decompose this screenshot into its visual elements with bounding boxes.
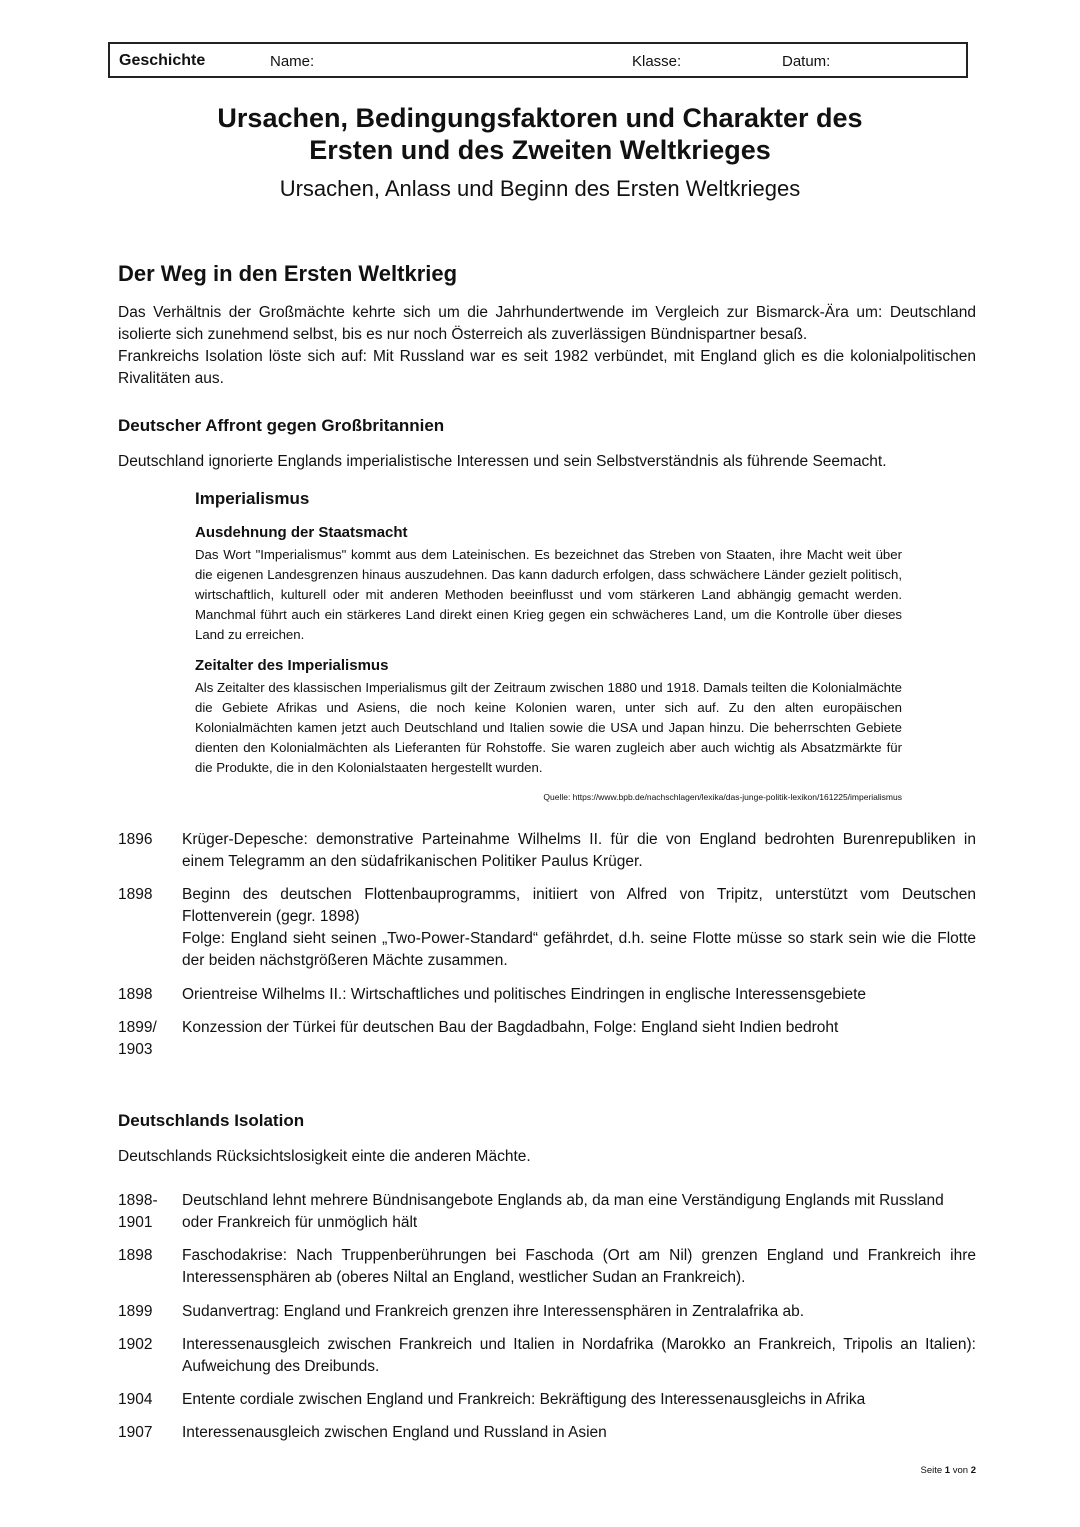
timeline-text: Konzession der Türkei für deutschen Bau der Bagdadbahn, Folge: England sieht Indien bedroht: [182, 1019, 839, 1036]
timeline-text-group: [182, 884, 976, 972]
timeline-item: [118, 1422, 976, 1444]
timeline-text: Sudanvertrag: England und Frankreich grenzen ihre Interessensphären in Zentralafrika ab.: [182, 1303, 805, 1320]
timeline-year: 1907: [118, 1424, 153, 1441]
timeline-item: [118, 1017, 976, 1061]
timeline-item: [118, 1190, 976, 1234]
timeline-text: Krüger-Depesche: demonstrative Parteinahme Wilhelms II. für die von England bedrohten Burenrepubliken in einem Telegramm an den südafrikanischen Politiker Paulus Krüger.: [182, 831, 976, 870]
page-number-prefix: Seite: [920, 1465, 943, 1476]
timeline-year: 1904: [118, 1391, 153, 1408]
infobox-text-zeitalter: Als Zeitalter des klassischen Imperialismus gilt der Zeitraum zwischen 1880 und 1918. Damals teilten die Kolonialmächte die Gebiete Afrikas und Asiens, die noch keine Kolonien waren, unter sich auf. Zu den alten europäischen Kolonialmächten kamen jetzt auch Deutschland und Italien sowie die USA und Japan hinzu. Die beherrschten Gebiete dienten den Kolonialmächten als Lieferanten für Rohstoffe. Sie waren zugleich aber auch wichtig als Absatzmärkte für die Produkte, die in den Kolonialstaaten hergestellt wurden.: [195, 680, 902, 775]
worksheet-header: [108, 42, 968, 78]
timeline-item: [118, 984, 976, 1006]
timeline-text: Beginn des deutschen Flottenbauprogramms, initiiert von Alfred von Tripitz, unterstützt vom Deutschen Flottenverein (gegr. 1898): [182, 886, 976, 925]
timeline-year: 1898: [118, 986, 153, 1003]
subject-label: Geschichte: [119, 52, 206, 69]
page-title-line2: Ersten und des Zweiten Weltkrieges: [309, 135, 771, 165]
timeline-year: 1899: [118, 1303, 153, 1320]
timeline-text: Interessenausgleich zwischen Frankreich und Italien in Nordafrika (Marokko an Frankreich, Tripolis an Italien): Aufweichung des Dreibunds.: [182, 1336, 976, 1375]
imperialismus-infobox: [195, 489, 902, 809]
infobox-title: Imperialismus: [195, 489, 310, 508]
section-heading-weg: Der Weg in den Ersten Weltkrieg: [118, 261, 458, 286]
timeline-text: Interessenausgleich zwischen England und Russland in Asien: [182, 1424, 607, 1441]
timeline-year: 1902: [118, 1336, 153, 1353]
timeline-text: Orientreise Wilhelms II.: Wirtschaftliches und politisches Eindringen in englische Interessensgebiete: [182, 986, 867, 1003]
timeline-text-followup: Folge: England sieht seinen „Two-Power-Standard“ gefährdet, d.h. seine Flotte müsse so stark sein wie die Flotte der beiden nächstgrößeren Mächte zusammen.: [182, 930, 976, 969]
page-number: [921, 1465, 977, 1476]
paragraph-frankreich: Frankreichs Isolation löste sich auf: Mit Russland war es seit 1982 verbündet, mit England glich es die kolonialpolitischen Rivalitäten aus.: [118, 348, 976, 387]
date-label: Datum:: [782, 53, 831, 70]
infobox-subheading-zeitalter: Zeitalter des Imperialismus: [195, 657, 389, 674]
page-number-current: 1: [944, 1465, 951, 1476]
infobox-text-staatsmacht: Das Wort "Imperialismus" kommt aus dem Lateinischen. Es bezeichnet das Streben von Staaten, ihre Macht weit über die eigenen Landesgrenzen hinaus auszudehnen. Das kann dadurch erfolgen, dass schwächere Länder gezielt politisch, wirtschaftlich, kulturell oder mit anderen Methoden beeinflusst und vom stärkeren Land abhängig gemacht werden. Manchmal führt auch ein stärkeres Land direkt einen Krieg gegen ein schwächeres Land, um die Kontrolle über dieses Land zu erreichen.: [195, 547, 902, 642]
section-heading-affront: Deutscher Affront gegen Großbritannien: [118, 416, 445, 435]
page-title-line1: Ursachen, Bedingungsfaktoren und Charakter des: [217, 103, 863, 133]
paragraph-isolation-intro: Deutschlands Rücksichtslosigkeit einte die anderen Mächte.: [118, 1148, 531, 1165]
timeline-item: [118, 884, 976, 972]
timeline-year: 1899/ 1903: [118, 1019, 157, 1058]
page-subtitle: Ursachen, Anlass und Beginn des Ersten Weltkrieges: [279, 176, 801, 201]
infobox-source: Quelle: https://www.bpb.de/nachschlagen/lexika/das-junge-politik-lexikon/161225/imperialismus: [543, 792, 902, 802]
infobox-subheading-staatsmacht: Ausdehnung der Staatsmacht: [195, 524, 408, 541]
timeline-year: 1898- 1901: [118, 1192, 158, 1231]
timeline-item: [118, 829, 976, 873]
section-heading-isolation: Deutschlands Isolation: [118, 1111, 305, 1130]
paragraph-verhaeltnis: Das Verhältnis der Großmächte kehrte sich um die Jahrhundertwende im Vergleich zur Bismarck-Ära um: Deutschland isolierte sich zunehmend selbst, bis es nur noch Österreich als zuverlässigen Bündnispartner besaß.: [118, 304, 976, 343]
paragraph-affront-intro: Deutschland ignorierte Englands imperialistische Interessen und sein Selbstverständnis als führende Seemacht.: [118, 453, 887, 470]
timeline-item: [118, 1245, 976, 1289]
timeline-text: Entente cordiale zwischen England und Frankreich: Bekräftigung des Interessenausgleichs in Afrika: [182, 1391, 866, 1408]
timeline-year: 1898: [118, 886, 153, 903]
page-number-mid: von: [952, 1465, 969, 1476]
timeline-item: [118, 1301, 976, 1323]
page-number-total: 2: [970, 1465, 976, 1476]
class-label: Klasse:: [632, 53, 682, 70]
timeline-text: Deutschland lehnt mehrere Bündnisangebote Englands ab, da man eine Verständigung Englands mit Russland oder Frankreich für unmöglich hält: [182, 1192, 944, 1231]
timeline-item: [118, 1334, 976, 1378]
timeline-item: [118, 1389, 976, 1411]
timeline-year: 1898: [118, 1247, 153, 1264]
name-label: Name:: [270, 53, 315, 70]
timeline-text: Faschodakrise: Nach Truppenberührungen bei Faschoda (Ort am Nil) grenzen England und Frankreich ihre Interessensphären ab (oberes Niltal an England, westlicher Sudan an Frankreich).: [182, 1247, 976, 1286]
page-title: [0, 102, 1080, 166]
timeline-year: 1896: [118, 831, 153, 848]
